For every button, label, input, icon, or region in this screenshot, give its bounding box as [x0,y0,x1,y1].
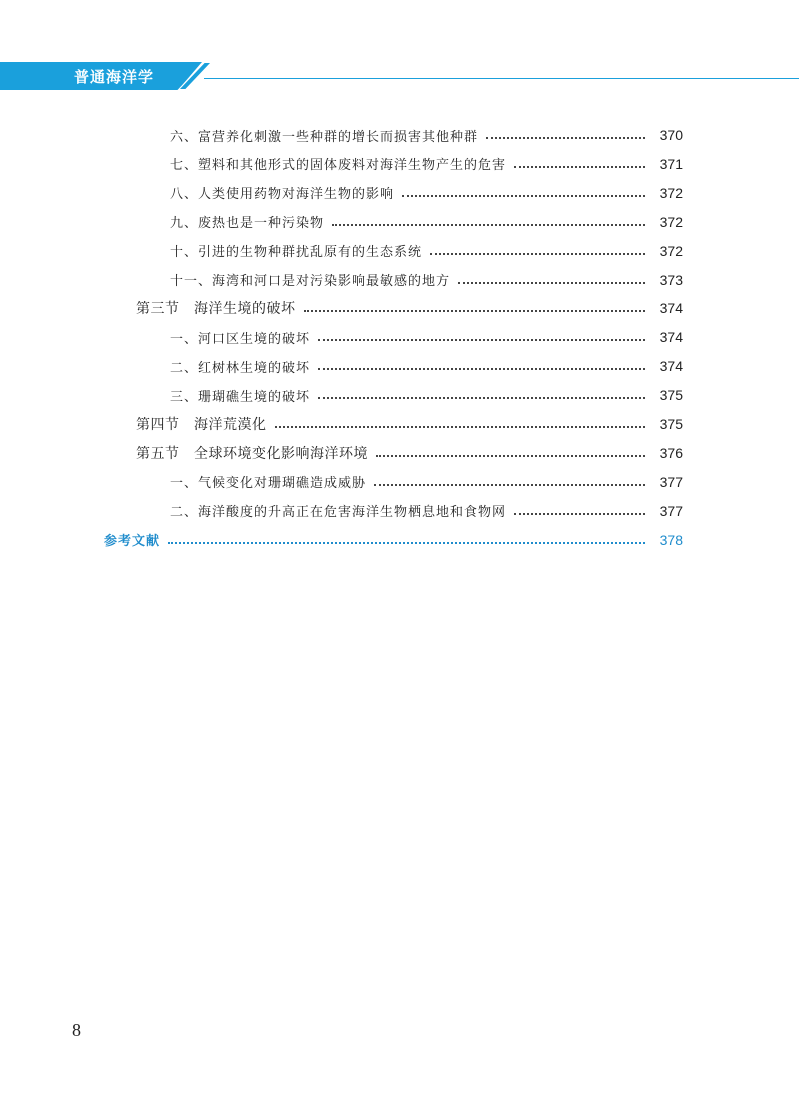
toc-page-number: 372 [659,213,683,230]
toc-dot-leader [318,339,645,341]
toc-entry-title: 八、人类使用药物对海洋生物的影响 [170,187,395,203]
toc-page-number: 378 [659,531,683,548]
toc-section-row[interactable] [136,442,683,464]
toc-section-row[interactable] [136,297,683,319]
toc-page-number: 375 [659,387,683,404]
toc-item-row[interactable] [170,471,683,493]
toc-item-row[interactable] [170,384,683,406]
toc-references-row[interactable] [104,529,683,551]
toc-item-row[interactable] [170,182,683,204]
toc-dot-leader [514,513,645,515]
toc-dot-leader [304,310,646,312]
toc-page-number: 372 [659,184,683,201]
toc-entry-title: 十一、海湾和河口是对污染影响最敏感的地方 [170,274,451,289]
toc-page-number: 377 [659,473,683,490]
toc-entry-title: 三、珊瑚礁生境的破坏 [170,389,311,405]
toc-dot-leader [275,426,646,428]
toc-page-number: 374 [659,358,683,375]
toc-item-row[interactable] [170,355,683,377]
toc-entry-title: 二、海洋酸度的升高正在危害海洋生物栖息地和食物网 [170,505,507,521]
toc-page-number: 373 [659,271,683,288]
toc-item-row[interactable] [170,269,683,291]
toc-dot-leader [318,368,645,370]
toc-entry-title: 六、富营养化刺激一些种群的增长而损害其他种群 [170,129,479,145]
toc-dot-leader [458,282,645,284]
toc-page-number: 370 [659,127,683,143]
toc-dot-leader [376,455,645,457]
toc-page-number: 376 [659,444,683,461]
toc-entry-title: 第三节 海洋生境的破坏 [136,301,296,318]
toc-dot-leader [332,224,645,226]
toc-dot-leader [168,542,645,544]
toc-dot-leader [514,166,645,168]
toc-page-number: 371 [659,155,683,172]
toc-item-row[interactable] [170,124,683,146]
toc-entry-title: 一、气候变化对珊瑚礁造成威胁 [170,476,367,492]
toc-page-number: 374 [659,300,683,317]
toc-entry-title: 第四节 海洋荒漠化 [136,417,267,433]
toc-entry-title: 十、引进的生物种群扰乱原有的生态系统 [170,245,423,261]
toc-dot-leader [430,253,645,255]
toc-section-row[interactable] [136,413,683,435]
toc-entry-title: 参考文献 [104,534,161,550]
toc-item-row[interactable] [170,500,683,522]
toc-page-number: 375 [659,416,683,432]
toc-item-row[interactable] [170,240,683,262]
toc-dot-leader [318,397,645,399]
toc-page-number: 377 [659,502,683,519]
toc-entry-title: 第五节 全球环境变化影响海洋环境 [136,445,368,462]
toc-dot-leader [402,195,645,197]
toc-entry-title: 二、红树林生境的破坏 [170,360,311,376]
header-rule [204,78,799,79]
toc-dot-leader [486,137,645,139]
page-number: 8 [72,1020,81,1040]
toc-item-row[interactable] [170,326,683,348]
book-title: 普通海洋学 [74,68,155,86]
toc-entry-title: 九、废热也是一种污染物 [170,216,325,232]
toc-entry-title: 一、河口区生境的破坏 [170,331,311,347]
toc-dot-leader [374,484,645,486]
toc-entry-title: 七、塑料和其他形式的固体废料对海洋生物产生的危害 [170,158,507,174]
toc-item-row[interactable] [170,153,683,175]
toc-page-number: 374 [659,329,683,346]
toc-item-row[interactable] [170,211,683,233]
toc-page-number: 372 [659,242,683,259]
